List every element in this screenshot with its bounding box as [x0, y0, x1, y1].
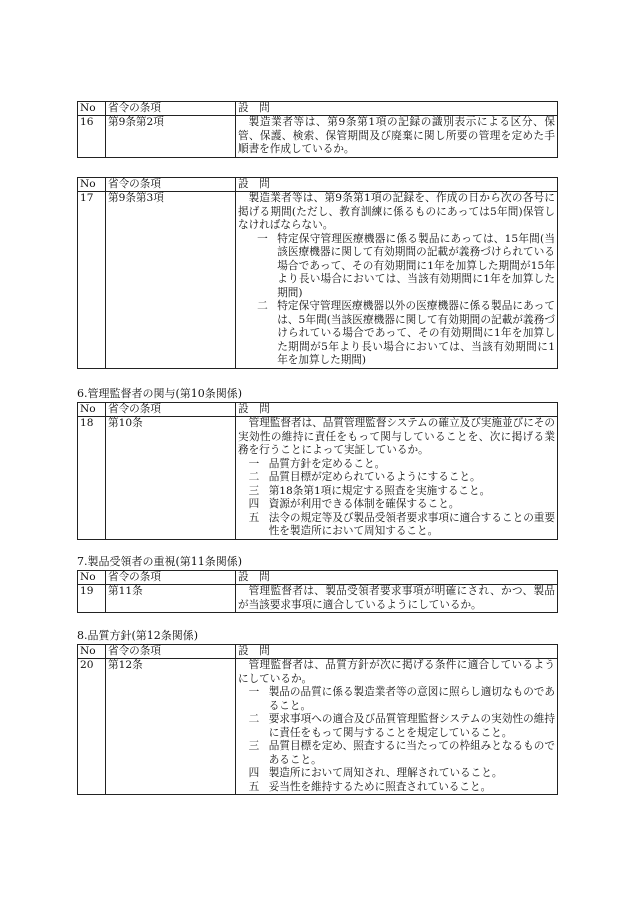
header-article: 省令の条項	[106, 403, 236, 417]
header-article: 省令の条項	[106, 102, 236, 116]
checklist-table	[77, 402, 558, 540]
list-item	[238, 300, 555, 368]
question-text: 製造業者等は、第9条第1項の記録を、作成の日から次の各号に掲げる期間(ただし、教育訓練に係るものにあっては5年間)保管しなければならない。	[238, 192, 555, 231]
item-text: 製造所において周知され、理解されていること。	[268, 767, 503, 779]
item-number: 二	[248, 713, 260, 725]
item-text: 品質目標が定められているようにすること。	[268, 471, 481, 483]
table-row	[78, 585, 558, 613]
checklist-table	[77, 177, 558, 369]
item-number: 一	[248, 457, 260, 470]
item-number: 三	[248, 740, 260, 752]
item-text: 特定保守管理医療機器に係る製品にあっては、15年間(当該医療機器に関して有効期間の記載が義務づけられている場合であって、その有効期間に1年を加算した期間が15年より長い場合においては、当該有効期間に1年を加算した期間)	[277, 232, 555, 299]
table-row	[78, 659, 558, 795]
list-item	[238, 713, 555, 740]
list-item	[238, 458, 555, 472]
row-no: 17	[78, 192, 106, 369]
item-text: 資源が利用できる体制を確保すること。	[268, 498, 460, 510]
table-header-row	[78, 645, 558, 659]
section-title: 7.製品受領者の重視(第11条関係)	[77, 555, 243, 568]
header-article: 省令の条項	[106, 178, 236, 192]
item-number: 三	[248, 484, 260, 497]
row-question	[236, 659, 558, 795]
header-question: 設 問	[236, 102, 558, 116]
question-text: 管理監督者は、製品受領者要求事項が明確にされ、かつ、製品が当該要求事項に適合しているようにしているか。	[238, 585, 555, 611]
section-block-8	[77, 629, 557, 795]
header-question: 設 問	[236, 571, 558, 585]
table-row	[78, 417, 558, 540]
table-header-row	[78, 178, 558, 192]
table-block-17	[77, 177, 557, 369]
list-item	[238, 485, 555, 499]
header-question: 設 問	[236, 403, 558, 417]
section-block-7	[77, 555, 557, 613]
table-header-row	[78, 102, 558, 116]
table-row	[78, 116, 558, 158]
table-block-16	[77, 101, 557, 158]
item-text: 妥当性を維持するために照査されていること。	[268, 780, 492, 793]
row-question	[236, 192, 558, 369]
list-item	[238, 498, 555, 512]
table-header-row	[78, 571, 558, 585]
item-text: 要求事項への適合及び品質管理監督システムの実効性の維持に責任をもって関与することを規定していること。	[268, 713, 555, 739]
row-no: 16	[78, 116, 106, 158]
header-no: No	[78, 645, 106, 659]
row-question	[236, 417, 558, 540]
item-number: 一	[248, 686, 260, 698]
row-article: 第9条第3項	[106, 192, 236, 369]
section-title: 6.管理監督者の関与(第10条関係)	[77, 387, 243, 400]
list-item	[238, 686, 555, 713]
table-header-row	[78, 403, 558, 417]
header-question: 設 問	[236, 645, 558, 659]
row-article: 第9条第2項	[106, 116, 236, 158]
header-no: No	[78, 102, 106, 116]
list-item	[238, 767, 555, 781]
row-no: 20	[78, 659, 106, 795]
header-article: 省令の条項	[106, 645, 236, 659]
item-text: 品質目標を定め、照査するに当たっての枠組みとなるものであること。	[268, 740, 555, 766]
section-block-6	[77, 387, 557, 540]
item-number: 一	[257, 232, 268, 245]
row-question	[236, 585, 558, 613]
header-article: 省令の条項	[106, 571, 236, 585]
header-question: 設 問	[236, 178, 558, 192]
row-article: 第11条	[106, 585, 236, 613]
item-text: 特定保守管理医療機器以外の医療機器に係る製品にあっては、5年間(当該医療機器に関して有効期間の記載が義務づけられている場合であって、その有効期間に1年を加算した期間が5年より長い場合においては、当該有効期間に1年を加算した期間)	[277, 300, 555, 366]
header-no: No	[78, 571, 106, 585]
item-text: 第18条第1項に規定する照査を実施すること。	[268, 484, 491, 497]
list-item	[238, 471, 555, 485]
row-article: 第10条	[106, 417, 236, 540]
list-item	[238, 233, 555, 301]
row-article: 第12条	[106, 659, 236, 795]
list-item	[238, 512, 555, 539]
row-no: 19	[78, 585, 106, 613]
question-text: 製造業者等は、第9条第1項の記録の識別表示による区分、保管、保護、検索、保管期間及び廃棄に関し所要の管理を定めた手順書を作成しているか。	[238, 116, 555, 155]
item-number: 四	[248, 498, 260, 510]
item-number: 二	[257, 300, 268, 312]
item-text: 法令の規定等及び製品受領者要求事項に適合することの重要性を製造所において周知すること。	[268, 511, 555, 537]
table-row	[78, 192, 558, 369]
question-text: 管理監督者は、品質管理監督システムの確立及び実施並びにその実効性の維持に責任をもって関与していることを、次に掲げる業務を行うことによって実証しているか。	[238, 417, 555, 456]
row-no: 18	[78, 417, 106, 540]
checklist-table	[77, 644, 558, 795]
item-text: 製品の品質に係る製造業者等の意図に照らし適切なものであること。	[268, 686, 555, 712]
header-no: No	[78, 178, 106, 192]
item-number: 五	[248, 511, 260, 524]
list-item	[238, 740, 555, 767]
item-text: 品質方針を定めること。	[268, 457, 386, 470]
checklist-table	[77, 570, 558, 613]
item-number: 二	[248, 471, 260, 483]
list-item	[238, 781, 555, 795]
item-number: 四	[248, 767, 260, 779]
item-number: 五	[248, 780, 260, 793]
checklist-table	[77, 101, 558, 158]
header-no: No	[78, 403, 106, 417]
question-text: 管理監督者は、品質方針が次に掲げる条件に適合しているようにしているか。	[238, 659, 555, 685]
row-question	[236, 116, 558, 158]
section-title: 8.品質方針(第12条関係)	[77, 629, 199, 642]
